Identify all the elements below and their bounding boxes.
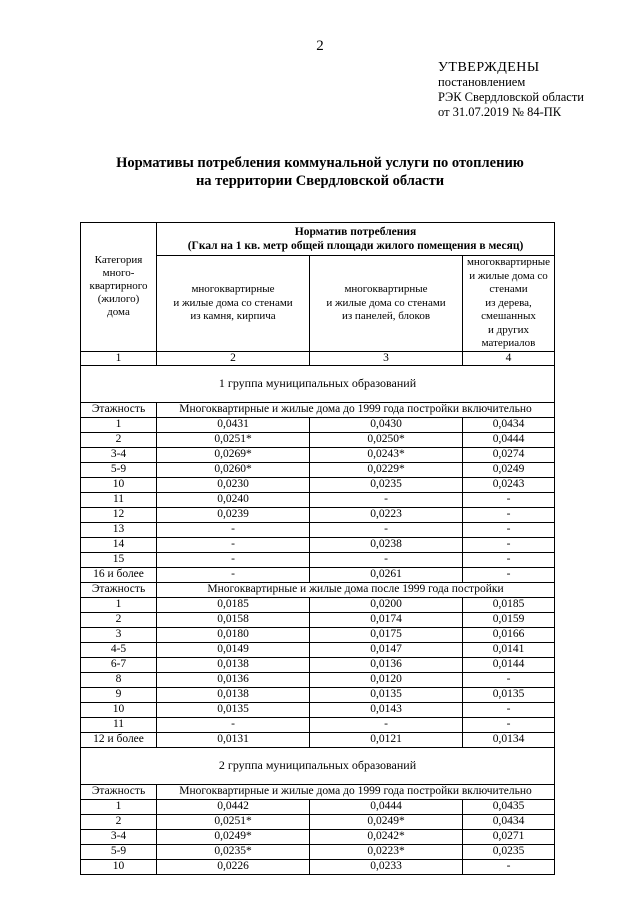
header-line: из камня, кирпича	[190, 310, 276, 322]
value-cell: -	[463, 859, 555, 874]
header-line: и жилые дома со стенами	[326, 296, 446, 309]
table-row	[81, 672, 555, 687]
column-number: 1	[81, 351, 157, 365]
category-header-line: дома	[107, 306, 130, 319]
value-cell: -	[463, 537, 555, 552]
value-cell: 0,0444	[310, 799, 463, 814]
value-cell: 0,0226	[157, 859, 310, 874]
value-cell: 0,0242*	[310, 829, 463, 844]
table-row	[81, 717, 555, 732]
table-row	[81, 552, 555, 567]
value-cell: 0,0235	[463, 844, 555, 859]
group-row	[81, 747, 555, 784]
header-line: и жилые дома со стенами	[469, 269, 548, 295]
floors-cell: 11	[81, 492, 157, 507]
floors-cell: 2	[81, 432, 157, 447]
floors-cell: 3-4	[81, 447, 157, 462]
floors-cell: 4-5	[81, 642, 157, 657]
value-cell: 0,0136	[157, 672, 310, 687]
value-cell: 0,0240	[157, 492, 310, 507]
floors-cell: 10	[81, 477, 157, 492]
header-line: и жилые дома со стенами	[173, 296, 293, 309]
table-row	[81, 844, 555, 859]
header-line: многоквартирные	[191, 283, 275, 295]
document-title-line-1: Нормативы потребления коммунальной услуги по отоплению	[116, 155, 524, 171]
value-cell: 0,0243*	[310, 447, 463, 462]
value-cell: 0,0175	[310, 627, 463, 642]
floors-label: Этажность	[81, 402, 157, 417]
floors-cell: 1	[81, 417, 157, 432]
approval-line-2: РЭК Свердловской области	[438, 90, 584, 104]
norms-table	[80, 222, 555, 875]
value-cell: -	[157, 552, 310, 567]
value-cell: 0,0144	[463, 657, 555, 672]
value-cell: 0,0166	[463, 627, 555, 642]
value-cell: 0,0261	[310, 567, 463, 582]
floors-cell: 2	[81, 612, 157, 627]
table-row	[81, 597, 555, 612]
table-row	[81, 687, 555, 702]
value-cell: -	[463, 552, 555, 567]
approval-line-3: от 31.07.2019 № 84-ПК	[438, 105, 562, 119]
value-cell: 0,0223*	[310, 844, 463, 859]
value-cell: 0,0120	[310, 672, 463, 687]
header-line: из панелей, блоков	[341, 310, 431, 322]
value-cell: 0,0135	[463, 687, 555, 702]
block-subtitle: Многоквартирные и жилые дома до 1999 года постройки включительно	[157, 784, 555, 799]
value-cell: 0,0434	[463, 417, 555, 432]
value-cell: -	[157, 537, 310, 552]
value-cell: 0,0435	[463, 799, 555, 814]
floors-cell: 5-9	[81, 462, 157, 477]
value-cell: 0,0121	[310, 732, 463, 747]
floors-cell: 1	[81, 799, 157, 814]
value-cell: 0,0251*	[157, 814, 310, 829]
table-row	[81, 732, 555, 747]
category-header-line: квартирного	[89, 280, 148, 293]
norm-title: Норматив потребления	[294, 226, 417, 238]
group-title: 2 группа муниципальных образований	[81, 747, 555, 784]
value-cell: -	[157, 522, 310, 537]
value-cell: 0,0185	[463, 597, 555, 612]
block-subtitle: Многоквартирные и жилые дома после 1999 года постройки	[157, 582, 555, 597]
category-header	[81, 223, 157, 352]
header-line: и других материалов	[481, 323, 536, 349]
value-cell: 0,0444	[463, 432, 555, 447]
floors-cell: 1	[81, 597, 157, 612]
approval-title: УТВЕРЖДЕНЫ	[438, 60, 540, 75]
group-row	[81, 365, 555, 402]
value-cell: 0,0143	[310, 702, 463, 717]
norm-units: (Гкал на 1 кв. метр общей площади жилого помещения в месяц)	[187, 240, 524, 252]
value-cell: -	[310, 717, 463, 732]
header-row	[81, 223, 555, 256]
floors-label: Этажность	[81, 784, 157, 799]
value-cell: 0,0235	[310, 477, 463, 492]
page-number: 2	[316, 38, 324, 54]
value-cell: 0,0260*	[157, 462, 310, 477]
value-cell: 0,0235*	[157, 844, 310, 859]
floors-cell: 12	[81, 507, 157, 522]
value-cell: -	[463, 672, 555, 687]
value-cell: -	[157, 567, 310, 582]
wall-type-wood-header	[463, 256, 555, 352]
table-row	[81, 522, 555, 537]
value-cell: 0,0243	[463, 477, 555, 492]
wall-type-panel-header	[310, 256, 463, 352]
floors-cell: 6-7	[81, 657, 157, 672]
value-cell: 0,0434	[463, 814, 555, 829]
table-row	[81, 859, 555, 874]
floors-cell: 3-4	[81, 829, 157, 844]
value-cell: 0,0141	[463, 642, 555, 657]
value-cell: 0,0230	[157, 477, 310, 492]
table-row	[81, 417, 555, 432]
value-cell: -	[463, 717, 555, 732]
value-cell: -	[463, 567, 555, 582]
column-number: 3	[310, 351, 463, 365]
value-cell: 0,0134	[463, 732, 555, 747]
value-cell: 0,0250*	[310, 432, 463, 447]
floors-label: Этажность	[81, 582, 157, 597]
table-row	[81, 814, 555, 829]
category-header-line: (жилого)	[97, 293, 140, 306]
floors-cell: 2	[81, 814, 157, 829]
table-row	[81, 627, 555, 642]
wall-type-stone-header	[157, 256, 310, 352]
block-header-row	[81, 784, 555, 799]
header-line: из дерева, смешанных	[481, 296, 536, 322]
value-cell: -	[463, 507, 555, 522]
floors-cell: 11	[81, 717, 157, 732]
floors-cell: 3	[81, 627, 157, 642]
table-row	[81, 537, 555, 552]
value-cell: 0,0271	[463, 829, 555, 844]
header-line: многоквартирные	[466, 256, 551, 268]
floors-cell: 12 и более	[81, 732, 157, 747]
floors-cell: 10	[81, 702, 157, 717]
value-cell: 0,0138	[157, 687, 310, 702]
value-cell: 0,0251*	[157, 432, 310, 447]
value-cell: 0,0200	[310, 597, 463, 612]
value-cell: 0,0249*	[157, 829, 310, 844]
value-cell: 0,0249	[463, 462, 555, 477]
value-cell: -	[463, 702, 555, 717]
floors-cell: 10	[81, 859, 157, 874]
value-cell: -	[157, 717, 310, 732]
approval-stamp	[438, 60, 584, 120]
value-cell: 0,0158	[157, 612, 310, 627]
value-cell: -	[310, 522, 463, 537]
document-title-line-2: на территории Свердловской области	[195, 173, 445, 189]
header-line: многоквартирные	[344, 283, 428, 295]
column-number-row	[81, 351, 555, 365]
value-cell: 0,0180	[157, 627, 310, 642]
column-number: 4	[463, 351, 555, 365]
value-cell: -	[310, 492, 463, 507]
value-cell: 0,0136	[310, 657, 463, 672]
value-cell: -	[310, 552, 463, 567]
norm-header	[157, 223, 555, 256]
block-header-row	[81, 402, 555, 417]
value-cell: 0,0138	[157, 657, 310, 672]
table-row	[81, 642, 555, 657]
floors-cell: 14	[81, 537, 157, 552]
table-row	[81, 657, 555, 672]
value-cell: 0,0269*	[157, 447, 310, 462]
floors-cell: 9	[81, 687, 157, 702]
floors-cell: 15	[81, 552, 157, 567]
value-cell: 0,0430	[310, 417, 463, 432]
table-row	[81, 462, 555, 477]
block-subtitle: Многоквартирные и жилые дома до 1999 года постройки включительно	[157, 402, 555, 417]
value-cell: 0,0238	[310, 537, 463, 552]
value-cell: 0,0239	[157, 507, 310, 522]
table-row	[81, 799, 555, 814]
value-cell: 0,0223	[310, 507, 463, 522]
value-cell: -	[463, 492, 555, 507]
value-cell: 0,0135	[310, 687, 463, 702]
approval-line-1: постановлением	[438, 75, 526, 89]
column-number: 2	[157, 351, 310, 365]
value-cell: 0,0274	[463, 447, 555, 462]
table-row	[81, 612, 555, 627]
block-header-row	[81, 582, 555, 597]
value-cell: 0,0174	[310, 612, 463, 627]
value-cell: 0,0147	[310, 642, 463, 657]
table-row	[81, 507, 555, 522]
group-title: 1 группа муниципальных образований	[81, 365, 555, 402]
category-header-line: Категория	[94, 254, 143, 267]
value-cell: -	[463, 522, 555, 537]
value-cell: 0,0233	[310, 859, 463, 874]
floors-cell: 13	[81, 522, 157, 537]
table-row	[81, 702, 555, 717]
value-cell: 0,0249*	[310, 814, 463, 829]
category-header-line: много-	[102, 267, 135, 280]
document-title	[0, 154, 640, 190]
table-row	[81, 447, 555, 462]
table-row	[81, 492, 555, 507]
value-cell: 0,0442	[157, 799, 310, 814]
table-row	[81, 432, 555, 447]
value-cell: 0,0229*	[310, 462, 463, 477]
table-row	[81, 567, 555, 582]
floors-cell: 5-9	[81, 844, 157, 859]
value-cell: 0,0135	[157, 702, 310, 717]
value-cell: 0,0149	[157, 642, 310, 657]
value-cell: 0,0159	[463, 612, 555, 627]
table-row	[81, 829, 555, 844]
floors-cell: 16 и более	[81, 567, 157, 582]
table-row	[81, 477, 555, 492]
floors-cell: 8	[81, 672, 157, 687]
value-cell: 0,0131	[157, 732, 310, 747]
value-cell: 0,0185	[157, 597, 310, 612]
value-cell: 0,0431	[157, 417, 310, 432]
